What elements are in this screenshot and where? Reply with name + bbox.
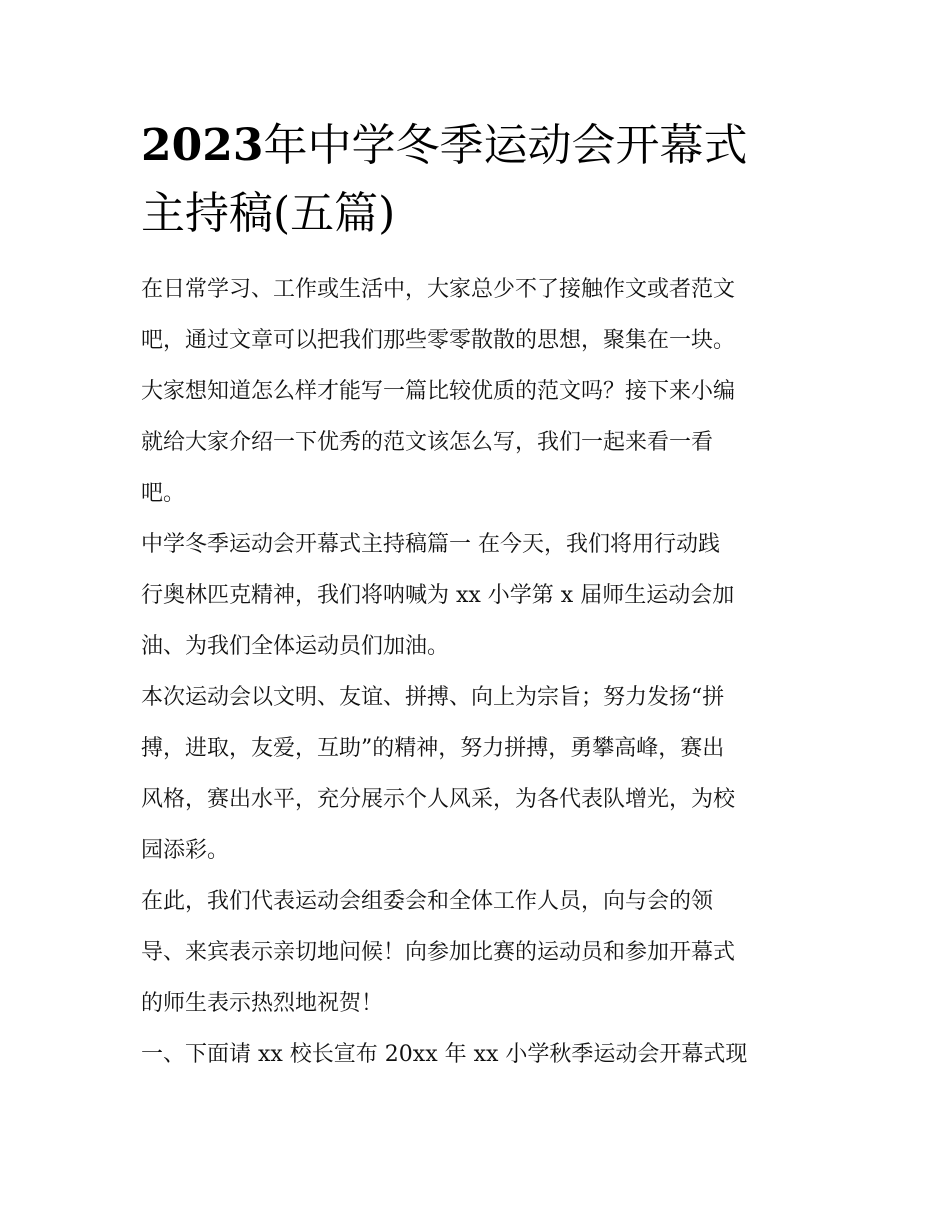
title-line-1 [141, 112, 813, 180]
document-body [141, 264, 813, 1080]
paragraph-line: 搏，进取，友爱，互助”的精神，努力拼搏，勇攀高峰，赛出 [141, 736, 725, 761]
paragraph-line: 在此，我们代表运动会组委会和全体工作人员，向与会的领 [141, 889, 714, 914]
title-year: 2023 [141, 120, 264, 171]
paragraph-line: 就给大家介绍一下优秀的范文该怎么写，我们一起来看一看 [141, 430, 714, 455]
paragraph-line: 风格，赛出水平，充分展示个人风采，为各代表队增光，为校 [141, 787, 736, 812]
paragraph-line: 本次运动会以文明、友谊、拼搏、向上为宗旨；努力发扬“拼 [141, 685, 725, 710]
title-line-2: 主持稿(五篇) [141, 188, 396, 239]
paragraph-greeting [141, 876, 813, 1029]
paragraph-line: 园添彩。 [141, 838, 230, 863]
document-title [141, 112, 813, 248]
paragraph-agenda [141, 1029, 813, 1080]
paragraph-line: 吧。 [141, 481, 186, 506]
paragraph-intro [141, 264, 813, 519]
paragraph-line: 在日常学习、工作或生活中，大家总少不了接触作文或者范文 [141, 277, 736, 302]
paragraph-line: 行奥林匹克精神，我们将呐喊为 xx 小学第 x 届师生运动会加 [141, 583, 735, 608]
paragraph-line: 导、来宾表示亲切地问候！向参加比赛的运动员和参加开幕式 [141, 940, 736, 965]
paragraph-purpose [141, 672, 813, 876]
paragraph-line: 中学冬季运动会开幕式主持稿篇一 在今天，我们将用行动践 [141, 532, 720, 557]
paragraph-line: 大家想知道怎么样才能写一篇比较优质的范文吗？接下来小编 [141, 379, 736, 404]
paragraph-line: 油、为我们全体运动员们加油。 [141, 634, 450, 659]
paragraph-line: 一、下面请 xx 校长宣布 20xx 年 xx 小学秋季运动会开幕式现 [141, 1042, 748, 1067]
paragraph-section-one [141, 519, 813, 672]
title-line-1-text: 年中学冬季运动会开幕式 [263, 120, 748, 171]
document-content [141, 112, 813, 1080]
paragraph-line: 的师生表示热烈地祝贺！ [141, 991, 384, 1016]
paragraph-line: 吧，通过文章可以把我们那些零零散散的思想，聚集在一块。 [141, 328, 736, 353]
